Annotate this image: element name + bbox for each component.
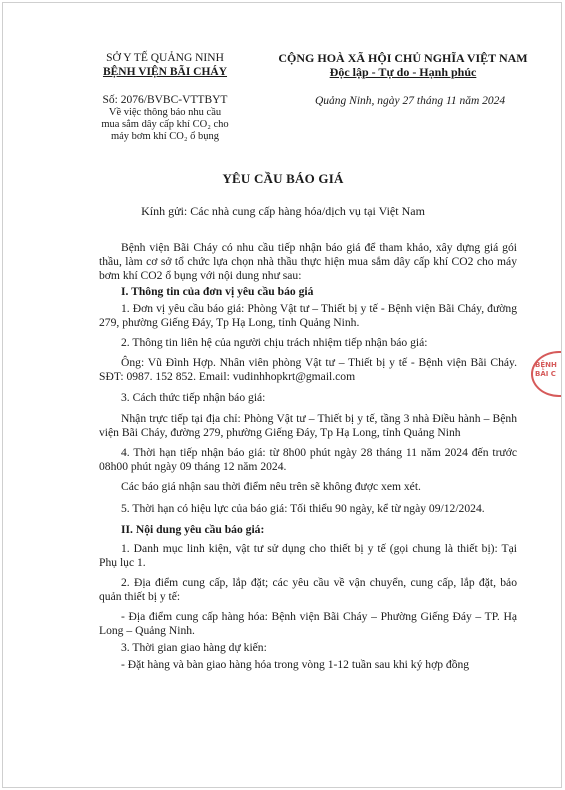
section-heading: II. Nội dung yêu cầu báo giá: <box>121 523 265 536</box>
paragraph: Ông: Vũ Đình Hợp. Nhân viên phòng Vật tư – Thiết bị y tế - Bệnh viện Bãi Cháy. SĐT: 0987. 152 852. Email: vudinhhopkrt@gmail.com <box>99 356 517 383</box>
nation-name: CỘNG HOÀ XÃ HỘI CHỦ NGHĨA VIỆT NAM <box>278 51 528 65</box>
paragraph: - Đặt hàng và bàn giao hàng hóa trong vòng 1-12 tuần sau khi ký hợp đồng <box>121 658 470 671</box>
document-subject-line: Về việc thông báo nhu cầu <box>108 107 222 118</box>
document-body <box>99 241 517 672</box>
document-subject-line: mua sắm dây cấp khí CO₂ cho <box>101 119 229 130</box>
date-line: Quảng Ninh, ngày 27 tháng 11 năm 2024 <box>315 95 506 107</box>
paragraph: 3. Thời gian giao hàng dự kiến: <box>121 641 267 654</box>
document-number: Số: 2076/BVBC-VTTBYT <box>102 94 228 106</box>
document-subject-line: máy bơm khí CO₂ ổ bụng <box>110 131 220 142</box>
document-title: YÊU CẦU BÁO GIÁ <box>222 171 344 186</box>
paragraph: 4. Thời hạn tiếp nhận báo giá: từ 8h00 phút ngày 28 tháng 11 năm 2024 đến trước 08h00 phút ngày 09 tháng 12 năm 2024. <box>99 446 517 473</box>
org-parent: SỞ Y TẾ QUẢNG NINH <box>106 52 224 64</box>
org-name: BỆNH VIỆN BÃI CHÁY <box>102 66 228 78</box>
greeting: Kính gửi: Các nhà cung cấp hàng hóa/dịch vụ tại Việt Nam <box>141 204 425 218</box>
red-seal-stamp <box>527 351 561 397</box>
nation-motto: Độc lập - Tự do - Hạnh phúc <box>329 65 477 79</box>
header-nation <box>251 51 555 79</box>
seal-text-line: BỆNH <box>535 361 557 369</box>
paragraph: 1. Danh mục linh kiện, vật tư sử dụng cho thiết bị y tế (gọi chung là thiết bị): Tại Phụ lục 1. <box>99 542 517 569</box>
paragraph: 5. Thời hạn có hiệu lực của báo giá: Tối thiểu 90 ngày, kể từ ngày 09/12/2024. <box>121 502 485 515</box>
paragraph: 2. Thông tin liên hệ của người chịu trách nhiệm tiếp nhận báo giá: <box>121 336 428 349</box>
paragraph: Nhận trực tiếp tại địa chỉ: Phòng Vật tư – Thiết bị y tế, tầng 3 nhà Điều hành – Bệnh viện Bãi Cháy, đường 279, phường Giếng Đáy, Tp Hạ Long, tỉnh Quảng Ninh <box>99 412 517 439</box>
document-page <box>2 2 562 788</box>
paragraph: - Địa điểm cung cấp hàng hóa: Bệnh viện Bãi Cháy – Phường Giếng Đáy – TP. Hạ Long – Quảng Ninh. <box>99 610 517 637</box>
paragraph: Các báo giá nhận sau thời điểm nêu trên sẽ không được xem xét. <box>121 480 421 493</box>
intro-paragraph: Bệnh viện Bãi Cháy có nhu cầu tiếp nhận báo giá để tham khảo, xây dựng giá gói thầu, làm cơ sở tổ chức lựa chọn nhà thầu thực hiện mua sắm dây cấp khí CO2 cho máy bơm khí CO2 ổ bụng với nội dung như sau: <box>99 241 517 282</box>
seal-text <box>535 361 557 379</box>
document-number-block <box>85 94 245 143</box>
paragraph: 3. Cách thức tiếp nhận báo giá: <box>121 391 266 404</box>
seal-text-line: BÃI C <box>535 370 556 378</box>
paragraph: 2. Địa điểm cung cấp, lắp đặt; các yêu cầu về vận chuyển, cung cấp, lắp đặt, bảo quản thiết bị y tế: <box>99 576 517 603</box>
header-organization <box>85 51 245 79</box>
section-heading: I. Thông tin của đơn vị yêu cầu báo giá <box>121 285 314 298</box>
paragraph: 1. Đơn vị yêu cầu báo giá: Phòng Vật tư – Thiết bị y tế - Bệnh viện Bãi Cháy, đường 279, phường Giếng Đáy, Tp Hạ Long, tỉnh Quảng Ninh. <box>99 302 517 329</box>
